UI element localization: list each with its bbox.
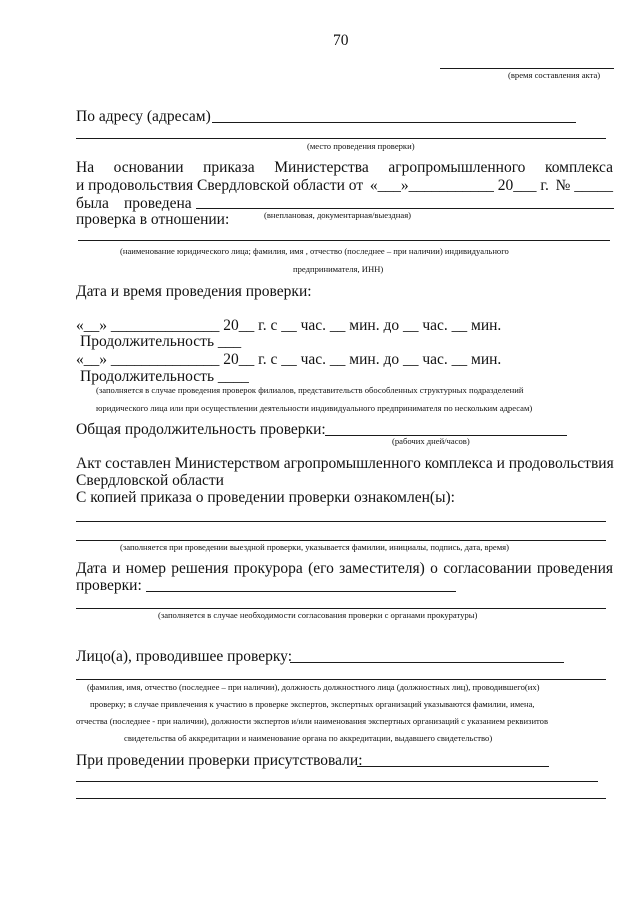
address-line[interactable] <box>212 122 576 123</box>
prosecutor-line[interactable] <box>146 591 456 592</box>
entity-caption-1: (наименование юридического лица; фамилия, имя , отчество (последнее – при наличии) индивидуального <box>120 246 509 256</box>
duration-1[interactable]: Продолжительность ___ <box>80 333 242 350</box>
address-caption: (место проведения проверки) <box>307 141 415 151</box>
copy-line-2[interactable] <box>76 540 606 541</box>
word: и <box>112 560 121 577</box>
prosecutor-line-2-rule[interactable] <box>76 608 606 609</box>
entity-caption-2: предпринимателя, ИНН) <box>293 264 384 274</box>
inspector-caption-4: свидетельства об аккредитации и наименование органа по аккредитации, выдавшего свидетельство) <box>124 733 493 743</box>
inspector-caption-2: проверку; в случае привлечения к участию в проверке экспертов, экспертных организаций указываются фамилии, имена, <box>90 699 535 709</box>
total-caption: (рабочих дней/часов) <box>392 436 470 446</box>
datetime-caption-1: (заполняется в случае проведения проверок филиалов, представительств обособленных структурных подразделений <box>96 385 524 395</box>
word: (его <box>308 560 334 577</box>
inspector-caption-3: отчества (последнее - при наличии), должности экспертов и/или наименования экспертных организаций с указанием реквизитов <box>76 716 549 726</box>
attendees-line-3[interactable] <box>76 798 606 799</box>
check-type-line[interactable] <box>196 208 614 209</box>
basis-line-3-a: была <box>76 195 109 212</box>
datetime-caption-2: юридического лица или при осуществлении деятельности индивидуального предпринимателя по нескольким адресам) <box>96 403 533 413</box>
word: На <box>76 159 95 176</box>
time-line[interactable] <box>440 68 614 69</box>
attendees-label: При проведении проверки присутствовали: <box>76 752 363 769</box>
attendees-line-1[interactable] <box>357 766 549 767</box>
check-type-caption: (внеплановая, документарная/выездная) <box>264 210 412 220</box>
act-line-2: Свердловской области <box>76 472 224 489</box>
word: основании <box>113 159 184 176</box>
word: решения <box>171 560 229 577</box>
word: номер <box>125 560 166 577</box>
inspector-line[interactable] <box>290 662 564 663</box>
order-number-field[interactable]: № _____ <box>555 177 613 194</box>
inspector-caption-1: (фамилия, имя, отчество (последнее – при наличии), должность должностного лица (должностных лиц), проводившего(их) <box>87 682 540 692</box>
copy-line-1[interactable] <box>76 521 606 522</box>
word: агропромышленного <box>388 159 526 176</box>
word: приказа <box>203 159 255 176</box>
word: прокурора <box>233 560 303 577</box>
word: Министерства <box>274 159 369 176</box>
inspector-line-2[interactable] <box>76 679 606 680</box>
word: комплекса <box>544 159 613 176</box>
entity-line[interactable] <box>78 240 610 241</box>
address-line-2[interactable] <box>76 138 606 139</box>
time-caption: (время составления акта) <box>508 70 601 80</box>
copy-caption: (заполняется при проведении выездной проверки, указывается фамилии, инициалы, подпись, дата, время) <box>120 542 509 552</box>
prosecutor-line-2: проверки: <box>76 577 142 594</box>
basis-line-3-b: проведена <box>124 195 192 212</box>
datetime-heading: Дата и время проведения проверки: <box>76 283 312 300</box>
basis-line-4: проверка в отношении: <box>76 211 230 228</box>
copy-label: С копией приказа о проведении проверки ознакомлен(ы): <box>76 489 455 506</box>
word: проведения <box>536 560 613 577</box>
word: о <box>430 560 438 577</box>
word: согласовании <box>443 560 532 577</box>
basis-line-2 <box>76 177 613 195</box>
prosecutor-line-1 <box>76 560 613 578</box>
basis-text: и продовольствия Свердловской области от <box>76 177 364 194</box>
duration-2[interactable]: Продолжительность ____ <box>80 368 249 385</box>
datetime-row-1[interactable]: «__» ______________ 20__ г. с __ час. __ мин. до __ час. __ мин. <box>76 317 502 334</box>
inspector-label: Лицо(а), проводившее проверку: <box>76 648 293 665</box>
address-label: По адресу (адресам) <box>76 108 211 125</box>
datetime-row-2[interactable]: «__» ______________ 20__ г. с __ час. __ мин. до __ час. __ мин. <box>76 351 502 368</box>
word: Дата <box>76 560 107 577</box>
attendees-line-2[interactable] <box>76 781 598 782</box>
basis-line-1 <box>76 159 613 177</box>
total-label: Общая продолжительность проверки: <box>76 421 326 438</box>
prosecutor-caption: (заполняется в случае необходимости согласования проверки с органами прокуратуры) <box>158 610 478 620</box>
page-number: 70 <box>333 32 349 49</box>
word: заместителя) <box>339 560 425 577</box>
order-date-field[interactable]: «___»___________ 20___ г. <box>369 177 549 194</box>
act-line-1: Акт составлен Министерством агропромышленного комплекса и продовольствия <box>76 455 614 472</box>
